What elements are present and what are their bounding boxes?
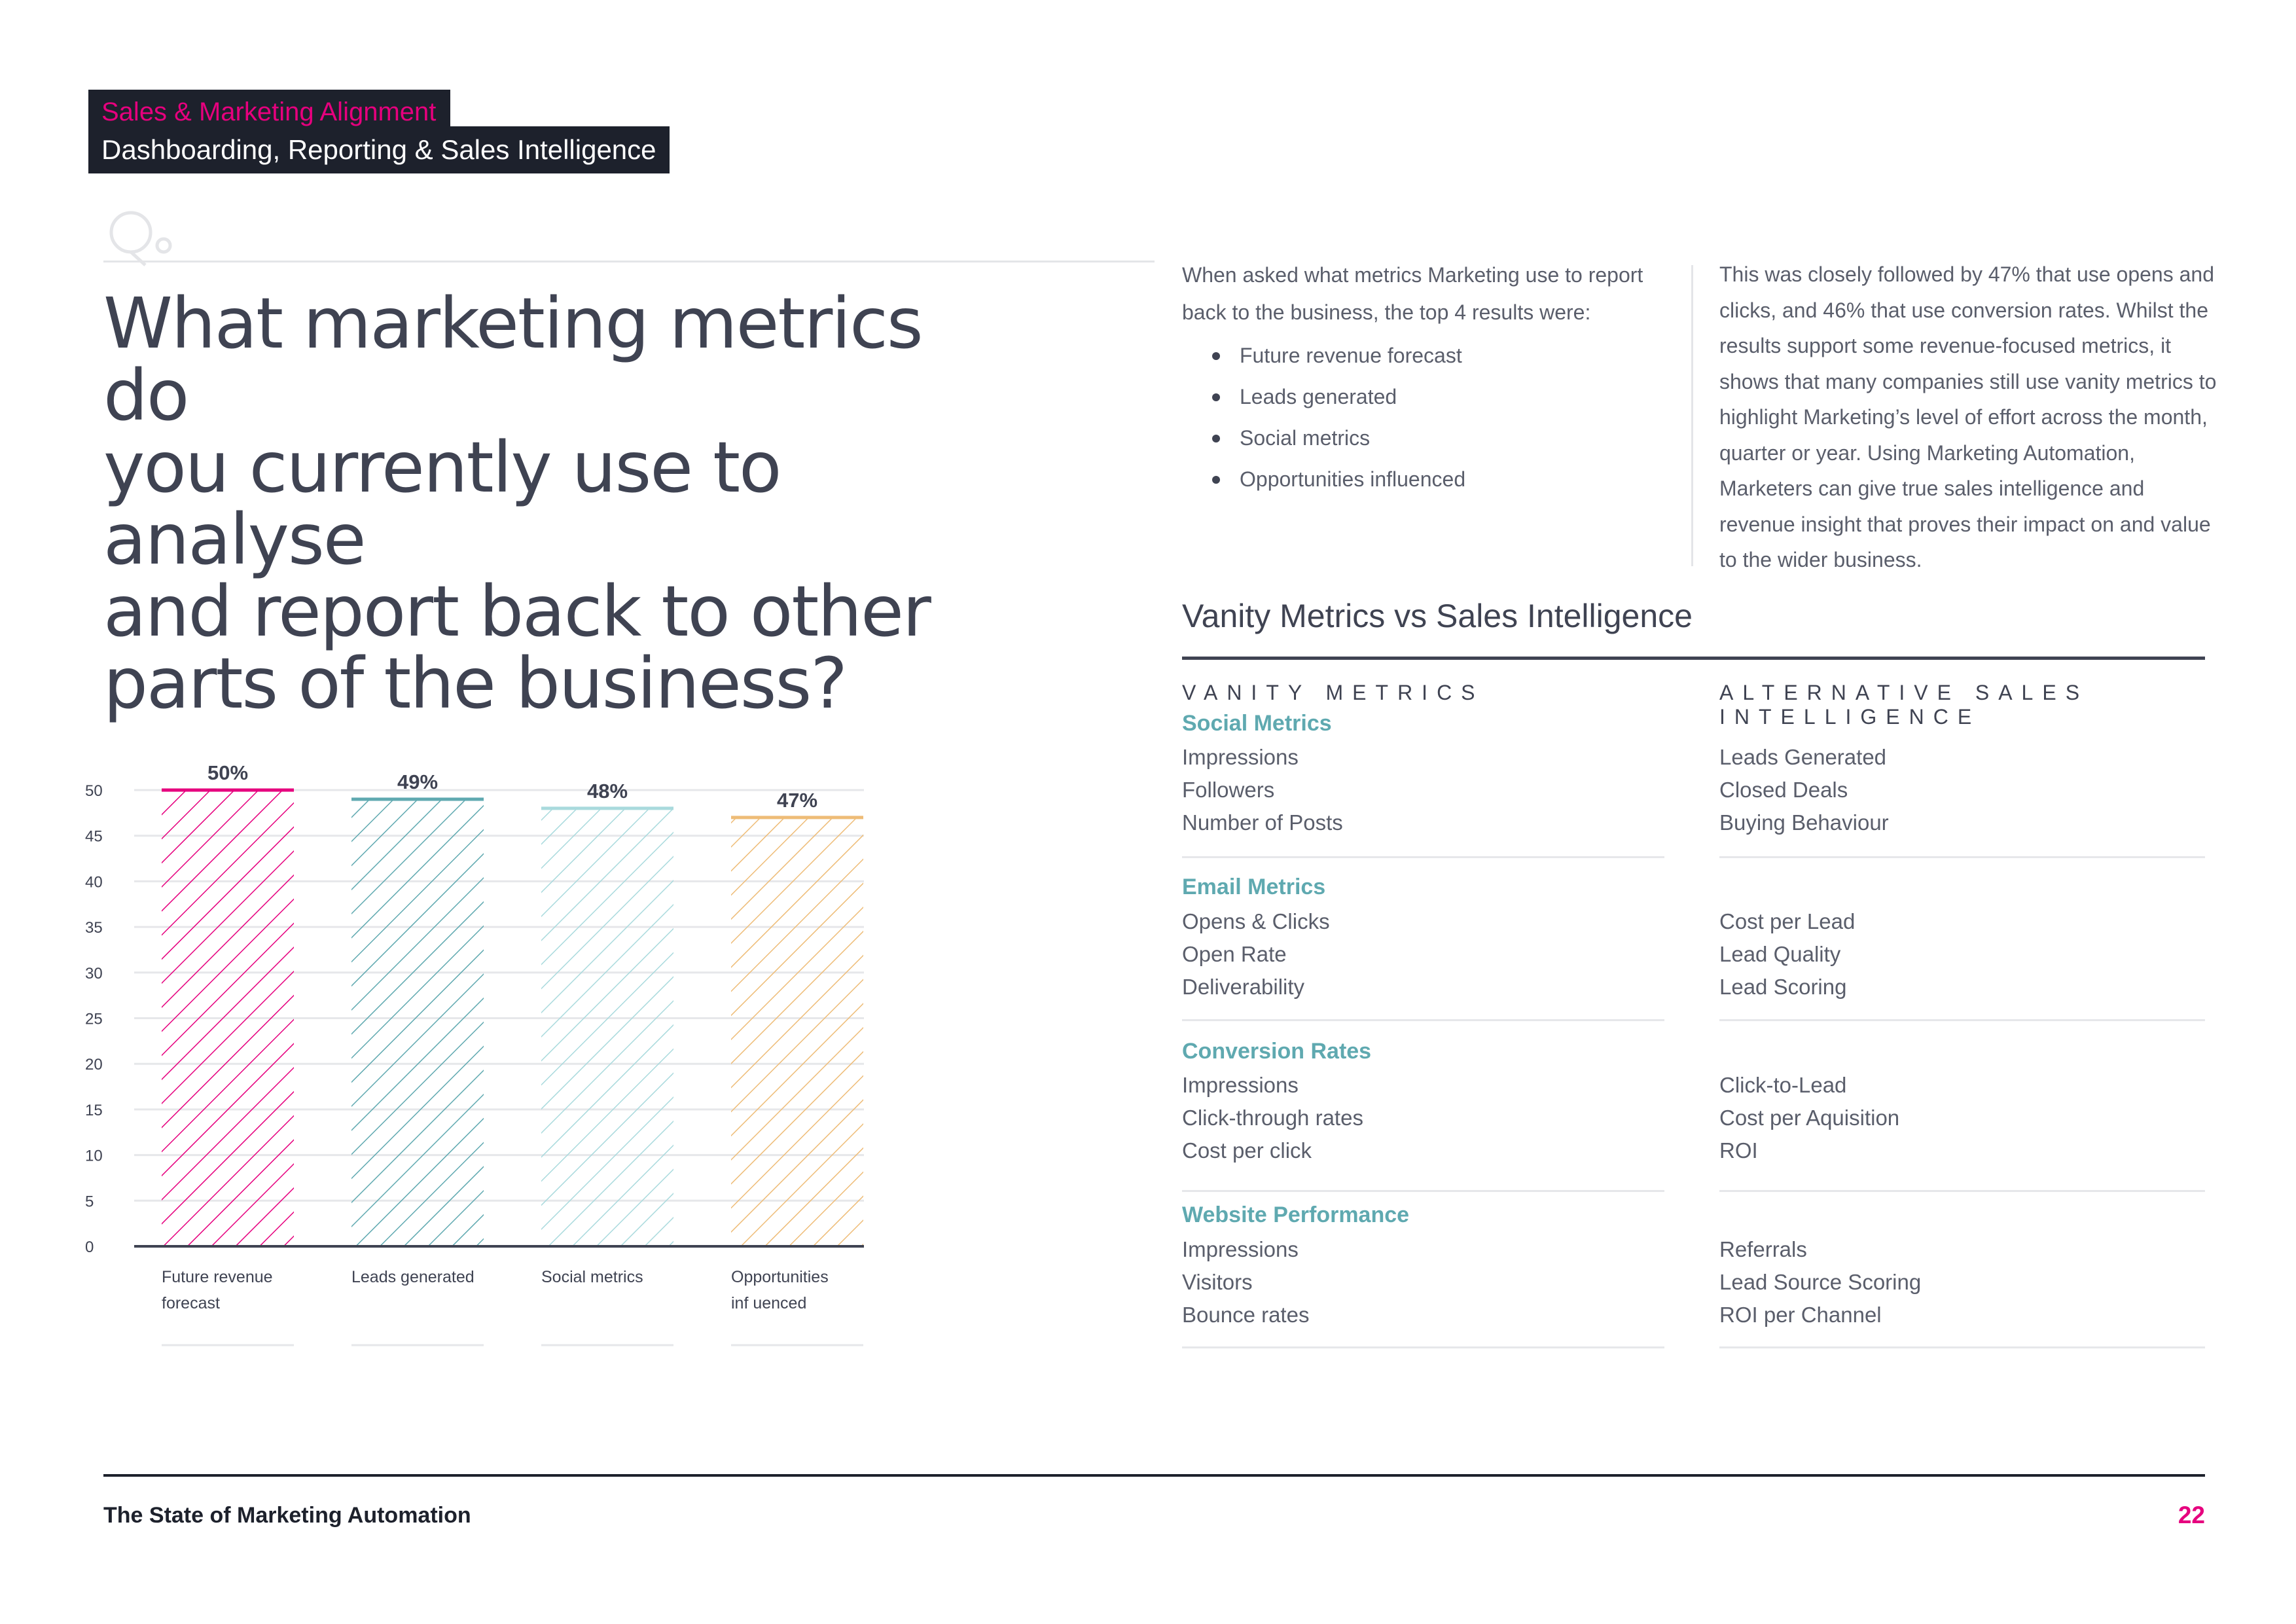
table-cell: Lead Quality — [1719, 942, 1841, 966]
alternative-column-header: ALTERNATIVE SALES INTELLIGENCE — [1719, 681, 2089, 729]
table-cell: Closed Deals — [1719, 778, 1848, 802]
data-label: 47% — [776, 788, 818, 812]
table-cell: Visitors — [1182, 1270, 1253, 1294]
list-item: Social metrics — [1240, 418, 1666, 459]
y-tick-label: 35 — [85, 919, 103, 937]
table-cell: Cost per click — [1182, 1138, 1312, 1163]
table-cell: Impressions — [1182, 1237, 1299, 1261]
list-item: Leads generated — [1240, 376, 1666, 418]
alternative-cell-list — [1719, 905, 1855, 1003]
alternative-cell-list — [1719, 741, 1889, 839]
table-cell: Buying Behaviour — [1719, 810, 1889, 835]
y-tick-label: 5 — [85, 1193, 94, 1211]
y-tick-label: 40 — [85, 873, 103, 892]
table-cell: Lead Source Scoring — [1719, 1270, 1922, 1294]
footer-title: The State of Marketing Automation — [103, 1503, 471, 1528]
y-tick-label: 25 — [85, 1010, 103, 1028]
table-cell: Lead Scoring — [1719, 975, 1847, 999]
group-title: Conversion Rates — [1182, 1039, 1372, 1064]
vanity-cell-list — [1182, 741, 1343, 839]
y-tick-label: 20 — [85, 1056, 103, 1074]
table-cell: ROI — [1719, 1138, 1758, 1163]
table-title: Vanity Metrics vs Sales Intelligence — [1182, 598, 1693, 634]
footer-rule — [103, 1474, 2205, 1477]
table-cell: Click-to-Lead — [1719, 1073, 1847, 1097]
row-separator — [1719, 1190, 2205, 1192]
vanity-column-header: VANITY METRICS — [1182, 681, 1484, 704]
row-separator — [1182, 856, 1664, 858]
x-tick-label: Opportunities — [731, 1268, 829, 1286]
question-line: you currently use to analyse — [103, 427, 781, 581]
y-tick-label: 50 — [85, 782, 103, 800]
group-title: Social Metrics — [1182, 711, 1332, 736]
table-cell: Deliverability — [1182, 975, 1305, 999]
table-title-rule — [1182, 657, 2205, 660]
column-divider — [1691, 265, 1693, 566]
row-separator — [1182, 1019, 1664, 1021]
list-item: Future revenue forecast — [1240, 335, 1666, 376]
section-subtitle: Dashboarding, Reporting & Sales Intelligence — [88, 126, 670, 173]
data-label: 48% — [586, 779, 628, 803]
x-tick-label: forecast — [162, 1294, 220, 1312]
table-cell: Bounce rates — [1182, 1303, 1310, 1327]
y-tick-label: 10 — [85, 1147, 103, 1165]
vanity-cell-list — [1182, 1233, 1309, 1331]
row-separator — [1719, 1346, 2205, 1348]
y-tick-label: 15 — [85, 1101, 103, 1119]
top-results-list — [1182, 335, 1666, 500]
question-line: and report back to other — [103, 571, 930, 653]
bar — [541, 808, 673, 1246]
table-cell: Number of Posts — [1182, 810, 1343, 835]
intro-text: When asked what metrics Marketing use to report back to the business, the top 4 results were: — [1182, 263, 1643, 324]
table-cell: Followers — [1182, 778, 1275, 802]
table-cell: Cost per Aquisition — [1719, 1106, 1900, 1130]
page-number: 22 — [2178, 1502, 2205, 1528]
vanity-cell-list — [1182, 1069, 1363, 1167]
row-separator — [1719, 1019, 2205, 1021]
data-label: 50% — [207, 761, 249, 784]
data-label: 49% — [397, 770, 439, 793]
metrics-bar-chart — [85, 746, 884, 1375]
table-cell: Leads Generated — [1719, 745, 1887, 769]
list-item: Opportunities influenced — [1240, 459, 1666, 500]
row-separator — [1719, 856, 2205, 858]
table-cell: Impressions — [1182, 745, 1299, 769]
y-tick-label: 45 — [85, 827, 103, 846]
row-separator — [1182, 1190, 1664, 1192]
table-cell: Open Rate — [1182, 942, 1287, 966]
question-line: What marketing metrics do — [103, 283, 922, 437]
question-line: parts of the business? — [103, 643, 847, 725]
y-tick-label: 0 — [85, 1238, 94, 1256]
x-tick-label: Future revenue — [162, 1268, 273, 1286]
bar — [162, 790, 294, 1246]
alternative-cell-list — [1719, 1069, 1899, 1167]
analysis-paragraph: This was closely followed by 47% that use opens and clicks, and 46% that use conversion rates. Whilst the results support some revenue-focused metrics, it shows that many companies still use vanity metrics to highlight Marketing’s level of effort across the month, quarter or year. Using Marketing Automation, Marketers can give true sales intelligence and revenue insight that proves their impact on and value to the wider business. — [1719, 262, 2217, 571]
table-cell: Impressions — [1182, 1073, 1299, 1097]
bar — [731, 818, 863, 1246]
table-cell: Cost per Lead — [1719, 909, 1856, 933]
section-title: Sales & Marketing Alignment — [88, 90, 450, 134]
group-title: Email Metrics — [1182, 875, 1326, 899]
alternative-cell-list — [1719, 1233, 1921, 1331]
intro-block — [1182, 257, 1666, 500]
bar — [351, 799, 484, 1246]
x-tick-label: Social metrics — [541, 1268, 643, 1286]
vanity-cell-list — [1182, 905, 1330, 1003]
table-cell: Referrals — [1719, 1237, 1807, 1261]
x-tick-label: inf uenced — [731, 1294, 807, 1312]
table-cell: ROI per Channel — [1719, 1303, 1882, 1327]
header-divider — [103, 261, 1155, 262]
row-separator — [1182, 1346, 1664, 1348]
x-tick-label: Leads generated — [351, 1268, 475, 1286]
y-tick-label: 30 — [85, 964, 103, 983]
table-cell: Click-through rates — [1182, 1106, 1363, 1130]
question-heading — [103, 283, 954, 725]
table-cell: Opens & Clicks — [1182, 909, 1330, 933]
group-title: Website Performance — [1182, 1202, 1410, 1227]
